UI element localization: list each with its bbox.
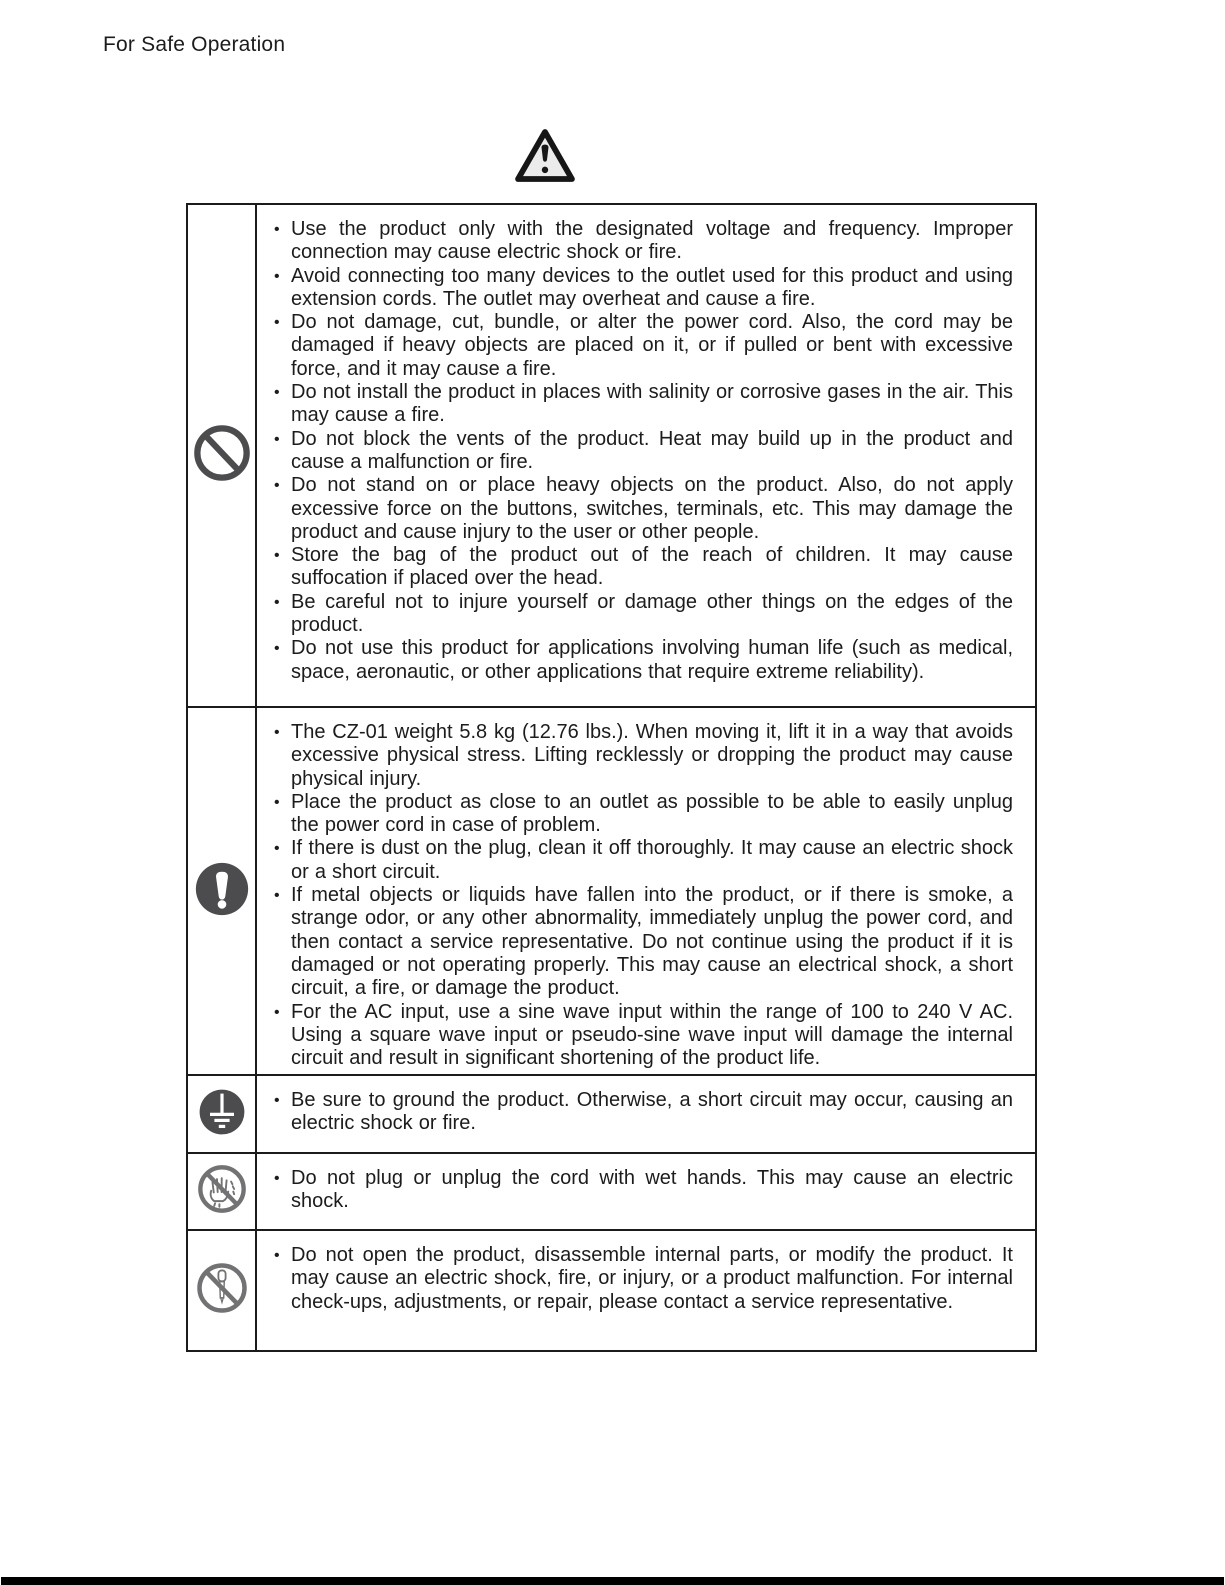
table-row-grounding — [188, 1076, 1035, 1154]
safety-precautions-table — [186, 203, 1037, 1352]
list-item: • For the AC input, use a sine wave input within the range of 100 to 240 V AC. Using a square wave input or pseudo-sine wave input will damage the internal circuit and result in significant shortening of the product life. — [270, 1001, 1013, 1071]
list-item: • Avoid connecting too many devices to the outlet used for this product and using extension cords. The outlet may overheat and cause a fire. — [270, 265, 1013, 312]
warning-triangle-icon — [514, 127, 576, 189]
list-item: • Do not damage, cut, bundle, or alter the power cord. Also, the cord may be damaged if heavy objects are placed on it, or if pulled or bent with excessive force, and it may cause a fire. — [270, 311, 1013, 381]
list-item: • The CZ-01 weight 5.8 kg (12.76 lbs.). When moving it, lift it in a way that avoids excessive physical stress. Lifting recklessly or dropping the product may cause physical injury. — [270, 721, 1013, 791]
list-item: • Do not install the product in places with salinity or corrosive gases in the air. This may cause a fire. — [270, 381, 1013, 428]
content-cell — [257, 1231, 1035, 1350]
bullet-list — [270, 721, 1013, 1070]
bullet-list — [270, 218, 1013, 684]
icon-cell — [188, 1076, 257, 1152]
list-item: • Be careful not to injure yourself or damage other things on the edges of the product. — [270, 591, 1013, 638]
table-row-prohibitions — [188, 205, 1035, 708]
bullet-list — [270, 1089, 1013, 1136]
list-item: • Do not plug or unplug the cord with wet hands. This may cause an electric shock. — [270, 1167, 1013, 1214]
page-title: For Safe Operation — [103, 33, 286, 56]
list-item: • Use the product only with the designated voltage and frequency. Improper connection may cause electric shock or fire. — [270, 218, 1013, 265]
list-item: • Do not open the product, disassemble internal parts, or modify the product. It may cause an electric shock, fire, or injury, or a product malfunction. For internal check-ups, adjustments, or repair, please contact a service representative. — [270, 1244, 1013, 1314]
content-cell — [257, 1076, 1035, 1152]
table-row-mandatory — [188, 708, 1035, 1076]
list-item: • Place the product as close to an outlet as possible to be able to easily unplug the power cord in case of problem. — [270, 791, 1013, 838]
icon-cell — [188, 205, 257, 706]
mandatory-attention-icon — [194, 861, 250, 922]
bullet-list — [270, 1167, 1013, 1214]
icon-cell — [188, 1154, 257, 1229]
table-row-disassembly — [188, 1231, 1035, 1350]
ground-icon — [198, 1088, 246, 1141]
list-item: • Be sure to ground the product. Otherwise, a short circuit may occur, causing an electric shock or fire. — [270, 1089, 1013, 1136]
no-wet-hands-icon — [196, 1163, 248, 1220]
no-disassembly-icon — [195, 1261, 249, 1320]
icon-cell — [188, 708, 257, 1074]
list-item: • If metal objects or liquids have fallen into the product, or if there is smoke, a strange odor, or any other abnormality, immediately unplug the power cord, and then contact a service representative. Do not continue using the product if it is damaged or not operating properly. This may cause an electrical shock, a short circuit, a fire, or damage the product. — [270, 884, 1013, 1000]
list-item: • Do not use this product for applications involving human life (such as medical, space, aeronautic, or other applications that require extreme reliability). — [270, 637, 1013, 684]
table-row-wet-hands — [188, 1154, 1035, 1231]
content-cell — [257, 1154, 1035, 1229]
content-cell — [257, 205, 1035, 706]
page-bottom-rule — [1, 1577, 1224, 1585]
list-item: • If there is dust on the plug, clean it off thoroughly. It may cause an electric shock or a short circuit. — [270, 837, 1013, 884]
content-cell — [257, 708, 1035, 1074]
prohibition-icon — [193, 424, 251, 487]
bullet-list — [270, 1244, 1013, 1314]
list-item: • Do not stand on or place heavy objects on the product. Also, do not apply excessive force on the buttons, switches, terminals, etc. This may damage the product and cause injury to the user or other people. — [270, 474, 1013, 544]
list-item: • Store the bag of the product out of the reach of children. It may cause suffocation if placed over the head. — [270, 544, 1013, 591]
list-item: • Do not block the vents of the product. Heat may build up in the product and cause a malfunction or fire. — [270, 428, 1013, 475]
icon-cell — [188, 1231, 257, 1350]
